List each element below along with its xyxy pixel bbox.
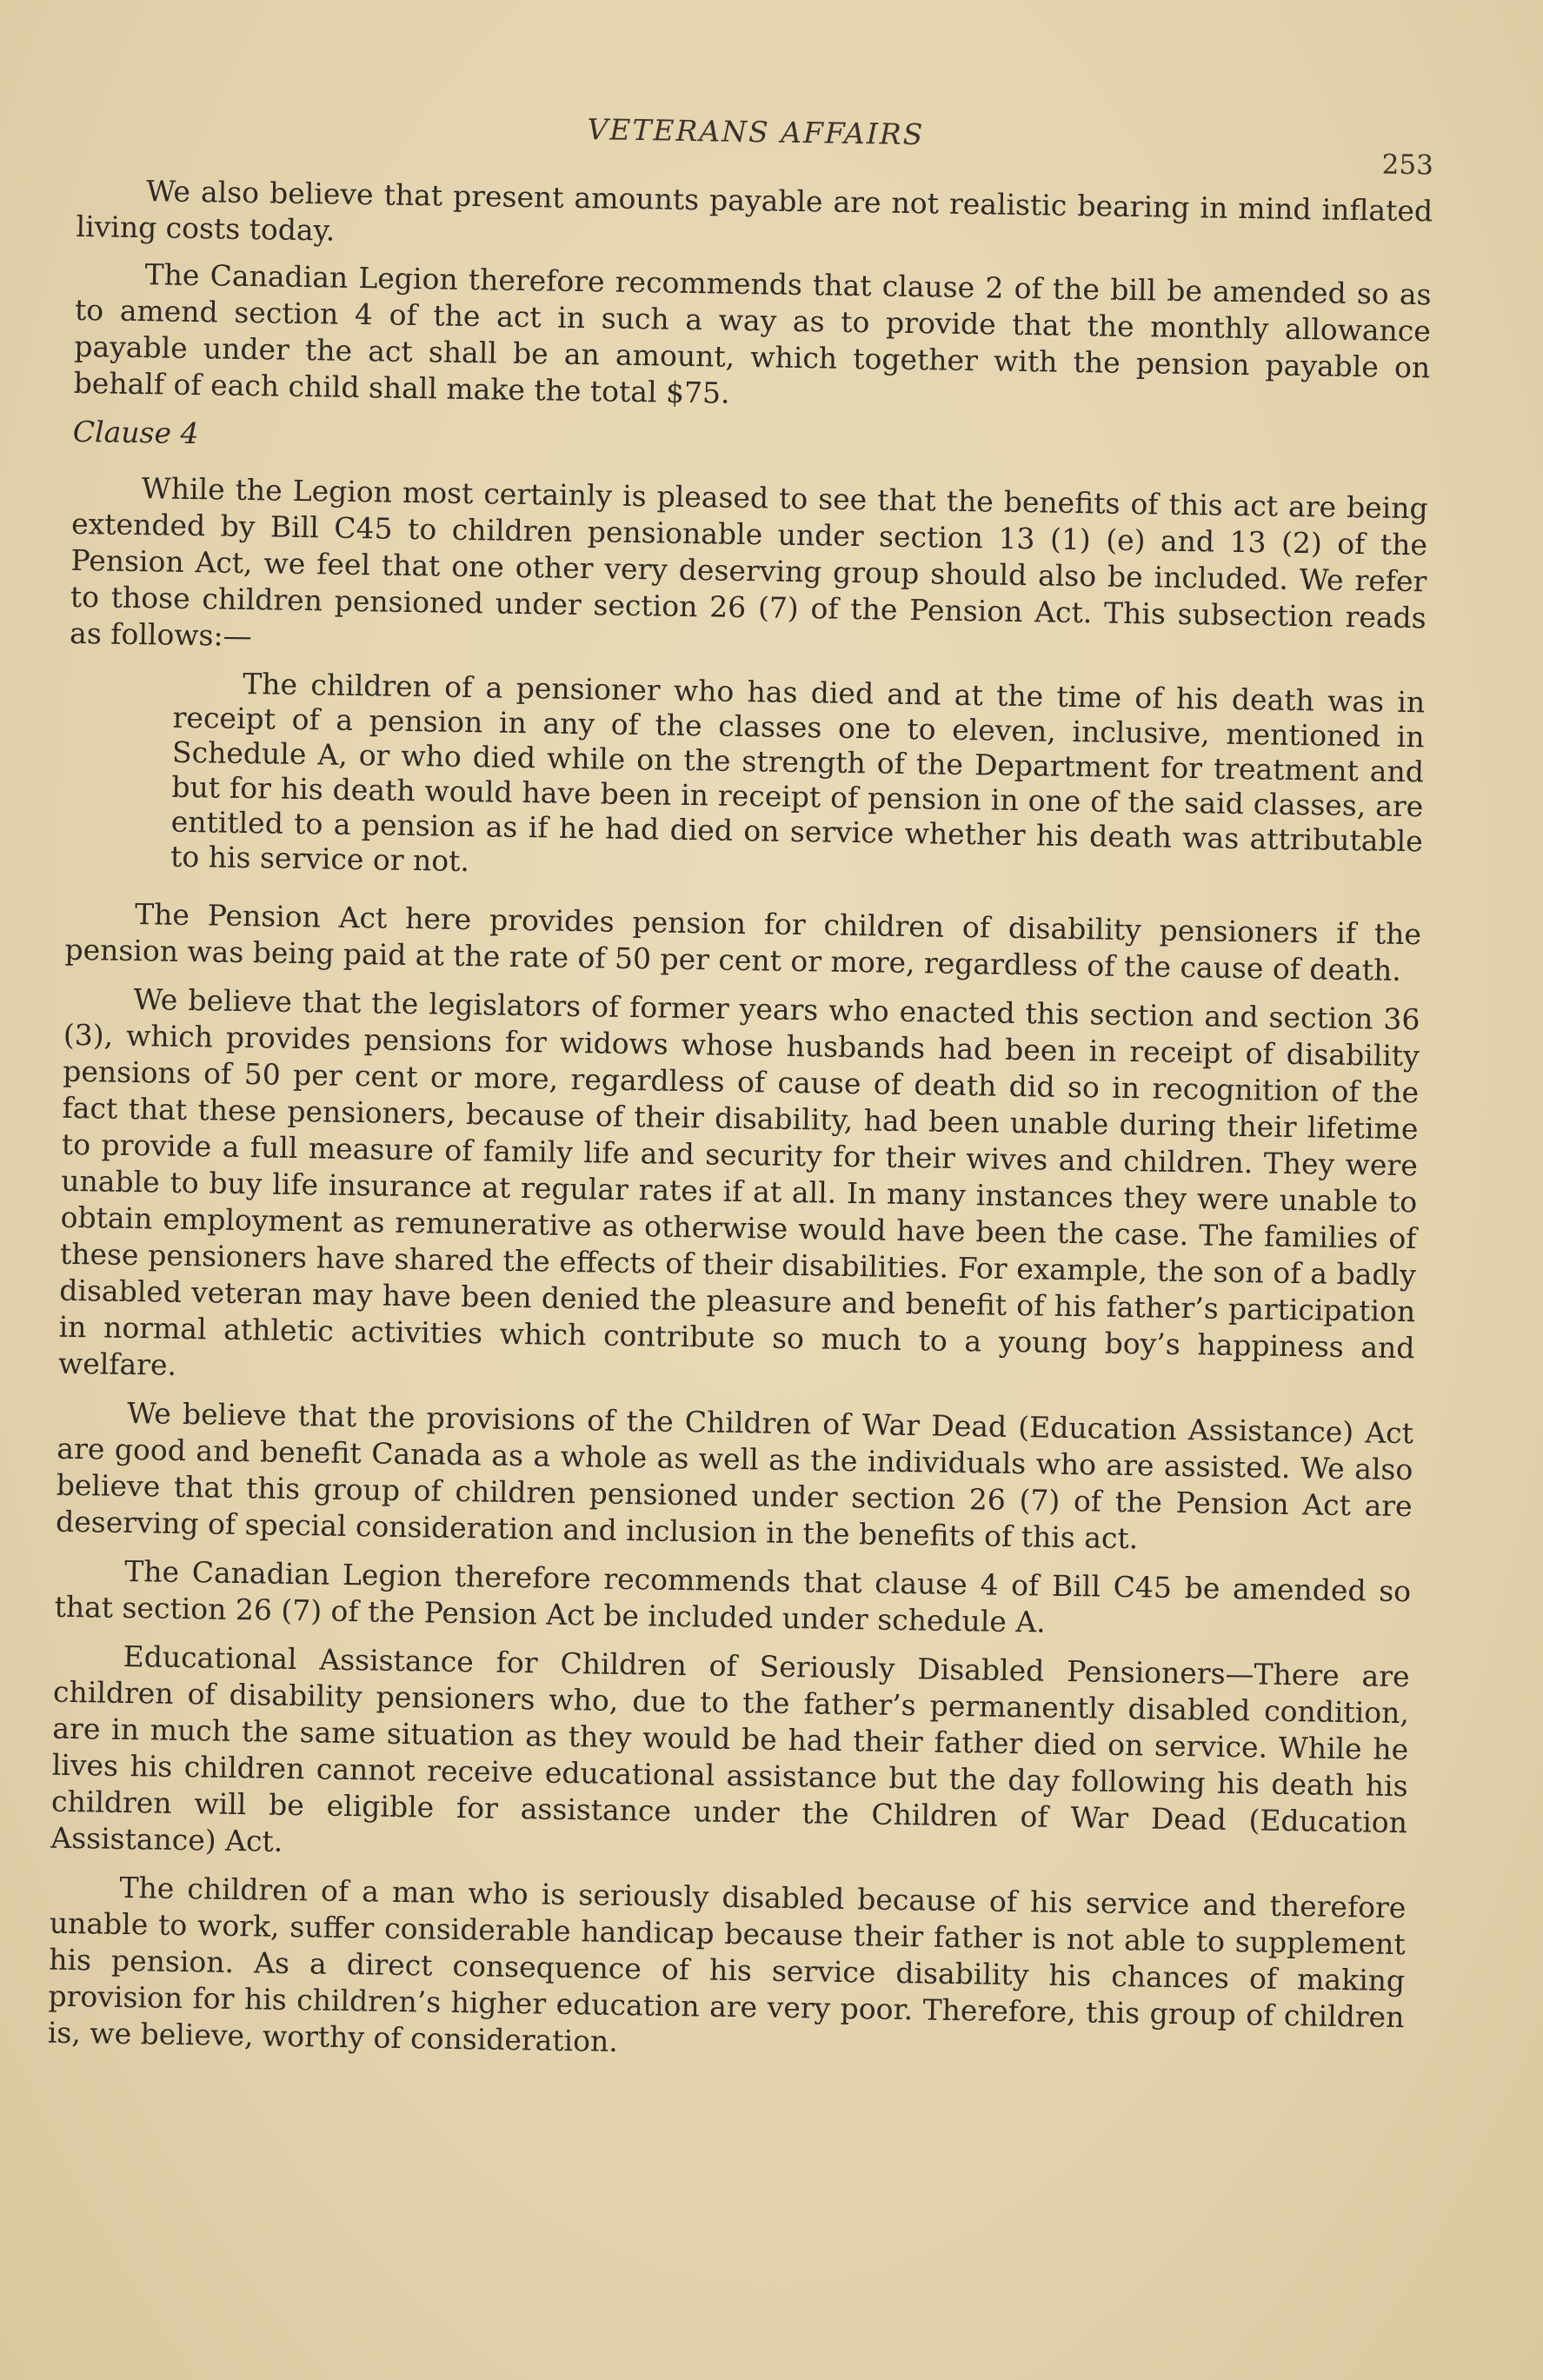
paragraph-7: The Canadian Legion therefore recommends that clause 4 of Bill C45 be amended so that section 26 (7) of the Pension Act be included under schedule A. [54,1553,1412,1639]
page-content [43,94,1434,2314]
paragraph-8: Educational Assistance for Children of Seriously Disabled Pensioners—There are children of disability pensioners who, due to the father’s permanently disabled condition, are in much the same situation as they would be had their father died on service. While he lives his children cannot receive educational assistance but the day following his death his children will be eligible for assistance under the Children of War Dead (Education Assistance) Act. [50,1639,1410,1858]
paragraph-9: The children of a man who is seriously disabled because of his service and therefore unable to work, suffer considerable handicap because their father is not able to supplement his pension. As a direct consequence of his service disability his chances of making provision for his children’s higher education are very poor. Therefore, this group of children is, we believe, worthy of consideration. [47,1870,1407,2058]
quoted-subsection [170,666,1426,894]
paragraph-6: We believe that the provisions of the Children of War Dead (Education Assistance) Act are good and benefit Canada as a whole as well as the individuals who are assisted. We also believe that this group of children pensioned under section 26 (7) of the Pension Act are deserving of special consideration and inclusion in the benefits of this act. [55,1395,1414,1556]
paragraph-4: The Pension Act here provides pension for children of disability pensioners if the pension was being paid at the rate of 50 per cent or more, regardless of the cause of death. [64,897,1422,987]
page-number: 253 [1381,149,1434,182]
quote-text: The children of a pensioner who has died and at the time of his death was in receipt of a pension in any of the classes one to eleven, inclusive, mentioned in Schedule A, or who died while on the strength of the Department for treatment and but for his death would have been in receipt of pension in one of the said classes, are entitled to a pension as if he had died on service whether his death was attributable to his service or not. [170,666,1426,879]
clause-heading: Clause 4 [72,414,199,451]
paragraph-1: We also believe that present amounts payable are not realistic bearing in mind inflated living costs today. [76,174,1433,248]
running-head: VETERANS AFFAIRS [587,112,925,152]
paragraph-5: We believe that the legislators of former years who enacted this section and section 36 (3), which provides pensions for widows whose husbands had been in receipt of disability pensions of 50 per cent or more, regardless of cause of death did so in recognition of the fact that these pensioners, because of their disability, had been unable during their lifetime to provide a full measure of family life and security for their wives and children. They were unable to buy life insurance at regular rates if at all. In many instances they were unable to obtain employment as remunerative as otherwise would have been the case. The families of these pensioners have shared the effects of their disabilities. For example, the son of a badly disabled veteran may have been denied the pleasure and benefit of his father’s participation in normal athletic activities which contribute so much to a young boy’s happiness and welfare. [57,982,1420,1382]
paragraph-2: The Canadian Legion therefore recommends that clause 2 of the bill be amended so as to amend section 4 of the act in such a way as to provide that the monthly allowance payable under the act shall be an amount, which together with the pension payable on behalf of each child shall make the total $75. [73,257,1432,410]
paragraph-3: While the Legion most certainly is pleased to see that the benefits of this act are being extended by Bill C45 to children pensionable under section 13 (1) (e) and 13 (2) of the Pension Act, we feel that one other very deserving group should also be included. We refer to those children pensioned under section 26 (7) of the Pension Act. This subsection reads as follows:— [69,471,1428,654]
